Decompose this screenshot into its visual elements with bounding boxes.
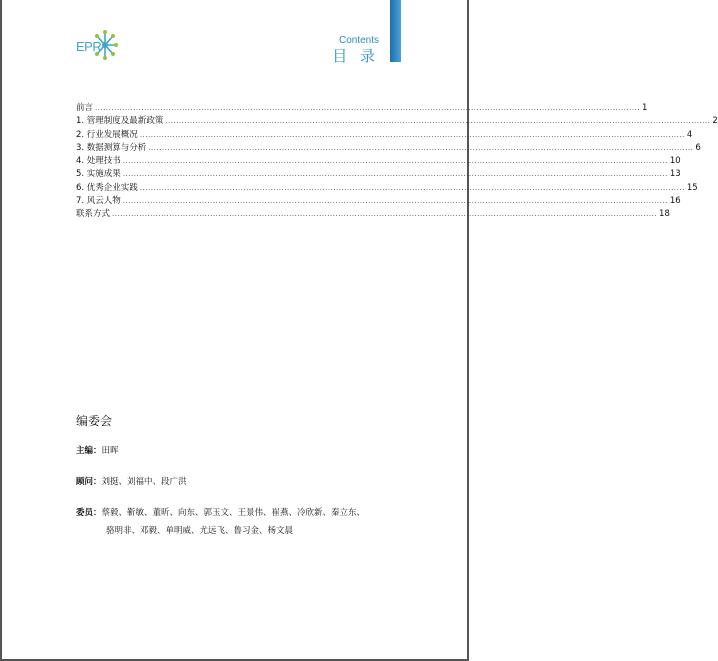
editorial-heading: 编委会 [76, 414, 113, 428]
toc-leader-dots: ........................................................................................................................................................................................................ [148, 143, 694, 152]
advisor-label: 顾问： [76, 477, 102, 487]
toc-leader-dots: ........................................................................................................................................................................................................ [165, 117, 711, 126]
section-tab [390, 0, 401, 62]
toc-entry-page: 6 [695, 142, 701, 153]
toc-entry[interactable] [76, 207, 670, 220]
table-of-contents [76, 101, 718, 221]
chief-editor-name: 田晖 [101, 446, 119, 456]
toc-entry-page: 16 [669, 196, 681, 207]
toc-entry-title: 联系方式 [76, 209, 111, 220]
advisor-line [76, 473, 406, 491]
contents-title-en: Contents [338, 35, 379, 46]
logo-text: EPR [76, 39, 102, 54]
toc-entry[interactable] [76, 194, 681, 207]
chief-editor-line [76, 442, 406, 460]
advisor-names: 刘挺、刘福中、段广洪 [101, 477, 187, 487]
editorial-board [76, 412, 406, 553]
toc-leader-dots: ........................................................................................................................................................................................................ [122, 170, 668, 179]
toc-entry-title: 7. 风云人物 [76, 196, 121, 207]
toc-entry[interactable] [76, 167, 681, 180]
toc-entry-page: 10 [669, 156, 681, 167]
toc-entry-title: 6. 优秀企业实践 [76, 182, 138, 193]
toc-leader-dots: ........................................................................................................................................................................................................ [95, 104, 641, 112]
toc-leader-dots: ........................................................................................................................................................................................................ [122, 157, 668, 166]
toc-entry[interactable] [76, 154, 681, 167]
contents-title-zh: 目 录 [332, 47, 379, 65]
toc-leader-dots: ........................................................................................................................................................................................................ [139, 183, 685, 192]
toc-entry-title: 前言 [76, 103, 94, 113]
members-line-2 [76, 522, 406, 540]
chief-editor-label: 主编： [76, 446, 102, 456]
members-names-1: 蔡毅、靳敏、董昕、向东、郭玉文、王景伟、崔燕、冷欣新、秦立东、 [101, 508, 366, 518]
toc-entry-page: 4 [686, 129, 693, 140]
toc-entry[interactable] [76, 181, 698, 194]
toc-entry-page: 15 [686, 182, 698, 193]
toc-entry[interactable] [76, 114, 718, 127]
toc-entry[interactable] [76, 141, 701, 154]
toc-entry[interactable] [76, 128, 693, 141]
toc-entry-title: 1. 管理制度及最新政策 [76, 116, 164, 127]
toc-entry-title: 5. 实施成果 [76, 169, 121, 180]
toc-leader-dots: ........................................................................................................................................................................................................ [112, 210, 658, 219]
toc-entry-page: 1 [642, 103, 648, 113]
toc-entry-page: 2 [712, 116, 718, 127]
toc-leader-dots: ........................................................................................................................................................................................................ [122, 197, 668, 206]
toc-entry-page: 18 [659, 209, 670, 220]
members-label: 委员： [76, 508, 102, 518]
toc-entry-page: 13 [669, 169, 681, 180]
toc-entry-title: 2. 行业发展概况 [76, 129, 138, 140]
toc-entry[interactable] [76, 101, 648, 114]
toc-entry-title: 4. 处理技书 [76, 156, 121, 167]
members-names-2: 骆明非、邓毅、单明威、尤远飞、鲁习金、杨文晨 [106, 526, 294, 536]
members-line [76, 504, 406, 522]
toc-leader-dots: ........................................................................................................................................................................................................ [139, 130, 685, 139]
toc-entry-title: 3. 数据测算与分析 [76, 142, 147, 153]
